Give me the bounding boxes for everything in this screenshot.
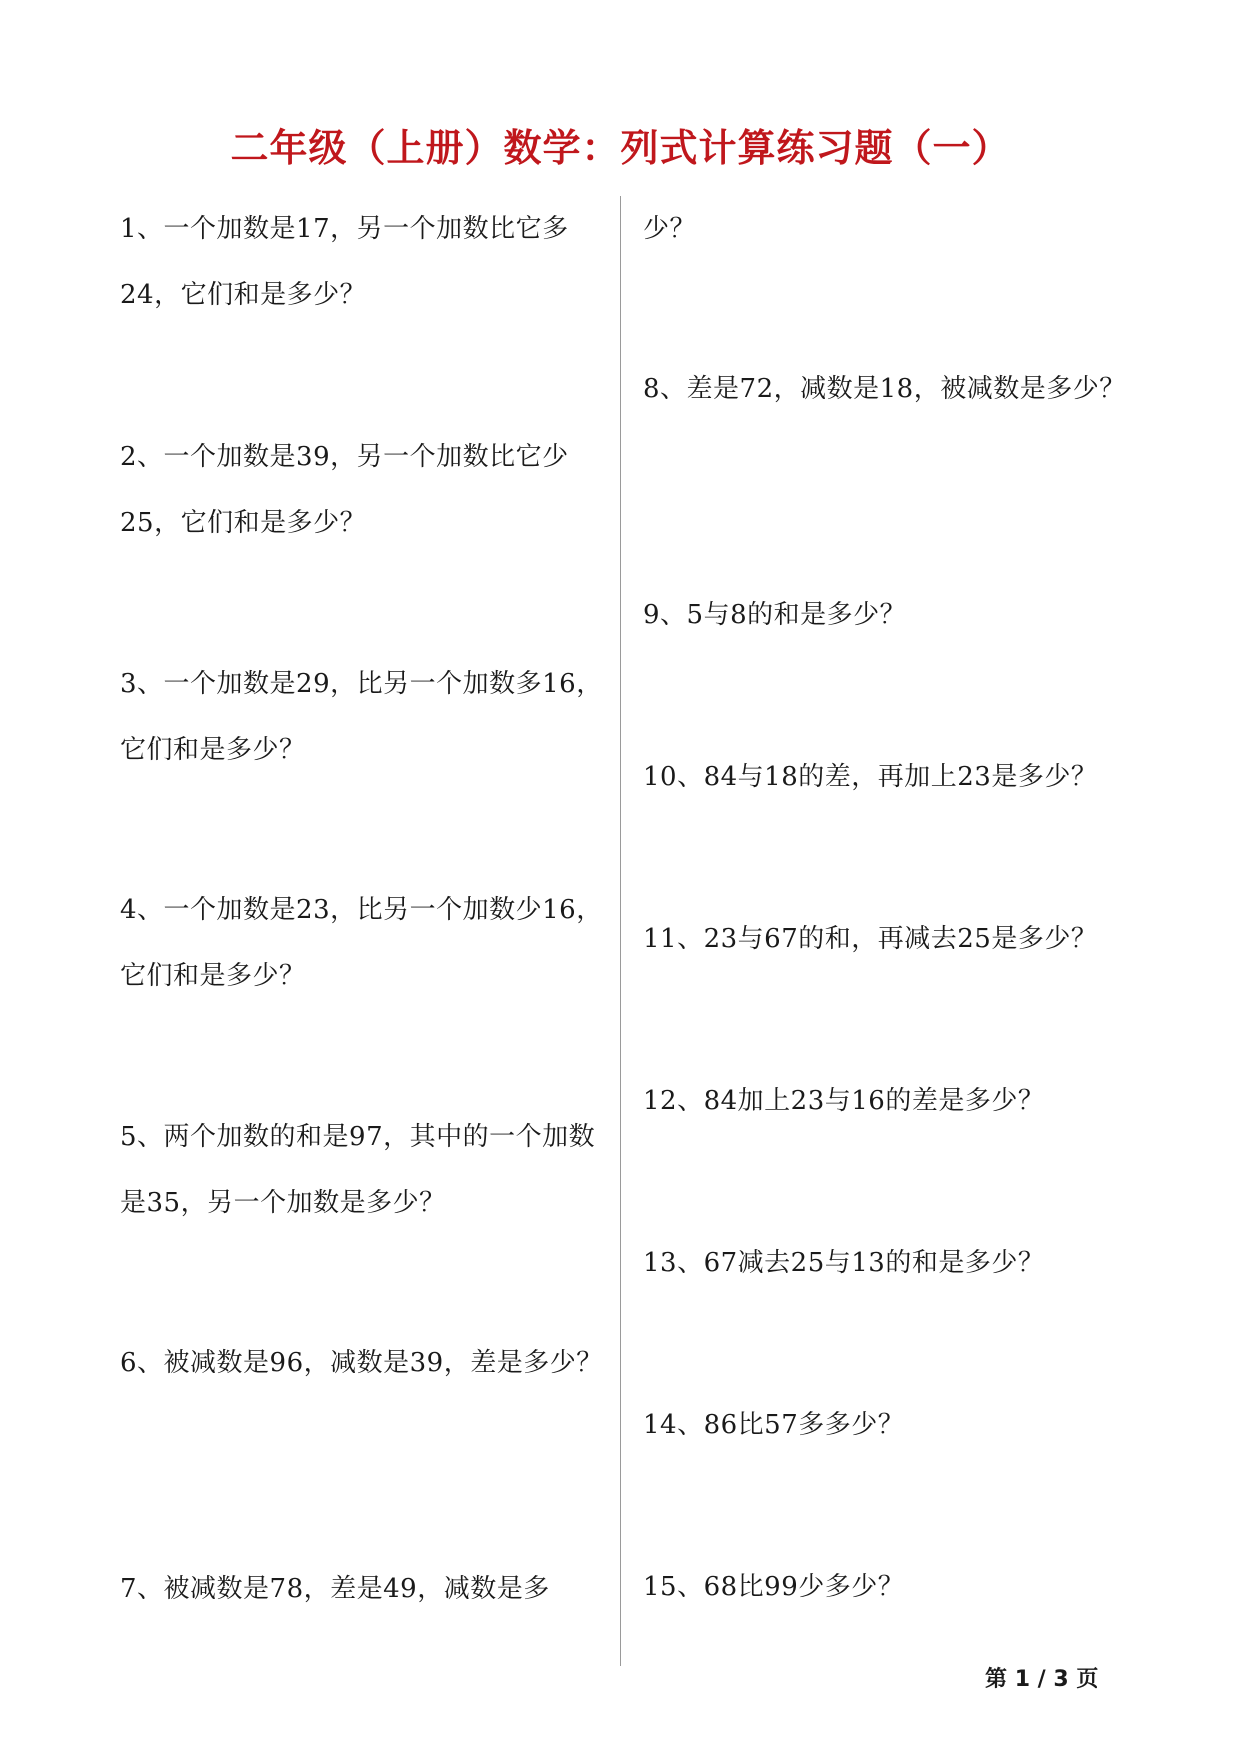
problem-11: 11、23与67的和，再减去25是多少？ — [643, 924, 1098, 954]
page-title: 二年级（上册）数学：列式计算练习题（一） — [230, 126, 1011, 170]
page-suffix: 页 — [1076, 1667, 1099, 1692]
problem-2: 2、一个加数是39，另一个加数比它少25，它们和是多少？ — [120, 442, 569, 538]
page-current: 1 — [1014, 1667, 1030, 1692]
problem-13: 13、67减去25与13的和是多少？ — [643, 1248, 1045, 1278]
problem-7-continued: 少？ — [643, 214, 697, 244]
column-divider — [620, 196, 621, 1666]
problem-1: 1、一个加数是17，另一个加数比它多24，它们和是多少？ — [120, 214, 569, 310]
problem-5: 5、两个加数的和是97，其中的一个加数是35，另一个加数是多少？ — [120, 1122, 596, 1218]
problem-15: 15、68比99少多少？ — [643, 1572, 905, 1602]
problem-10: 10、84与18的差，再加上23是多少？ — [643, 762, 1098, 792]
problem-7: 7、被减数是78，差是49，减数是多 — [120, 1574, 550, 1604]
problem-12: 12、84加上23与16的差是多少？ — [643, 1086, 1045, 1116]
page-separator: / — [1037, 1667, 1046, 1692]
page-prefix: 第 — [985, 1667, 1008, 1692]
problem-9: 9、5与8的和是多少？ — [643, 600, 907, 630]
problem-14: 14、86比57多多少？ — [643, 1410, 905, 1440]
page-total: 3 — [1053, 1667, 1069, 1692]
problem-6: 6、被减数是96，减数是39，差是多少？ — [120, 1348, 603, 1378]
problem-4: 4、一个加数是23，比另一个加数少16，它们和是多少？ — [120, 895, 603, 991]
problem-8: 8、差是72，减数是18，被减数是多少？ — [643, 374, 1126, 404]
page-number — [985, 1662, 1098, 1693]
problem-3: 3、一个加数是29，比另一个加数多16，它们和是多少？ — [120, 669, 603, 765]
